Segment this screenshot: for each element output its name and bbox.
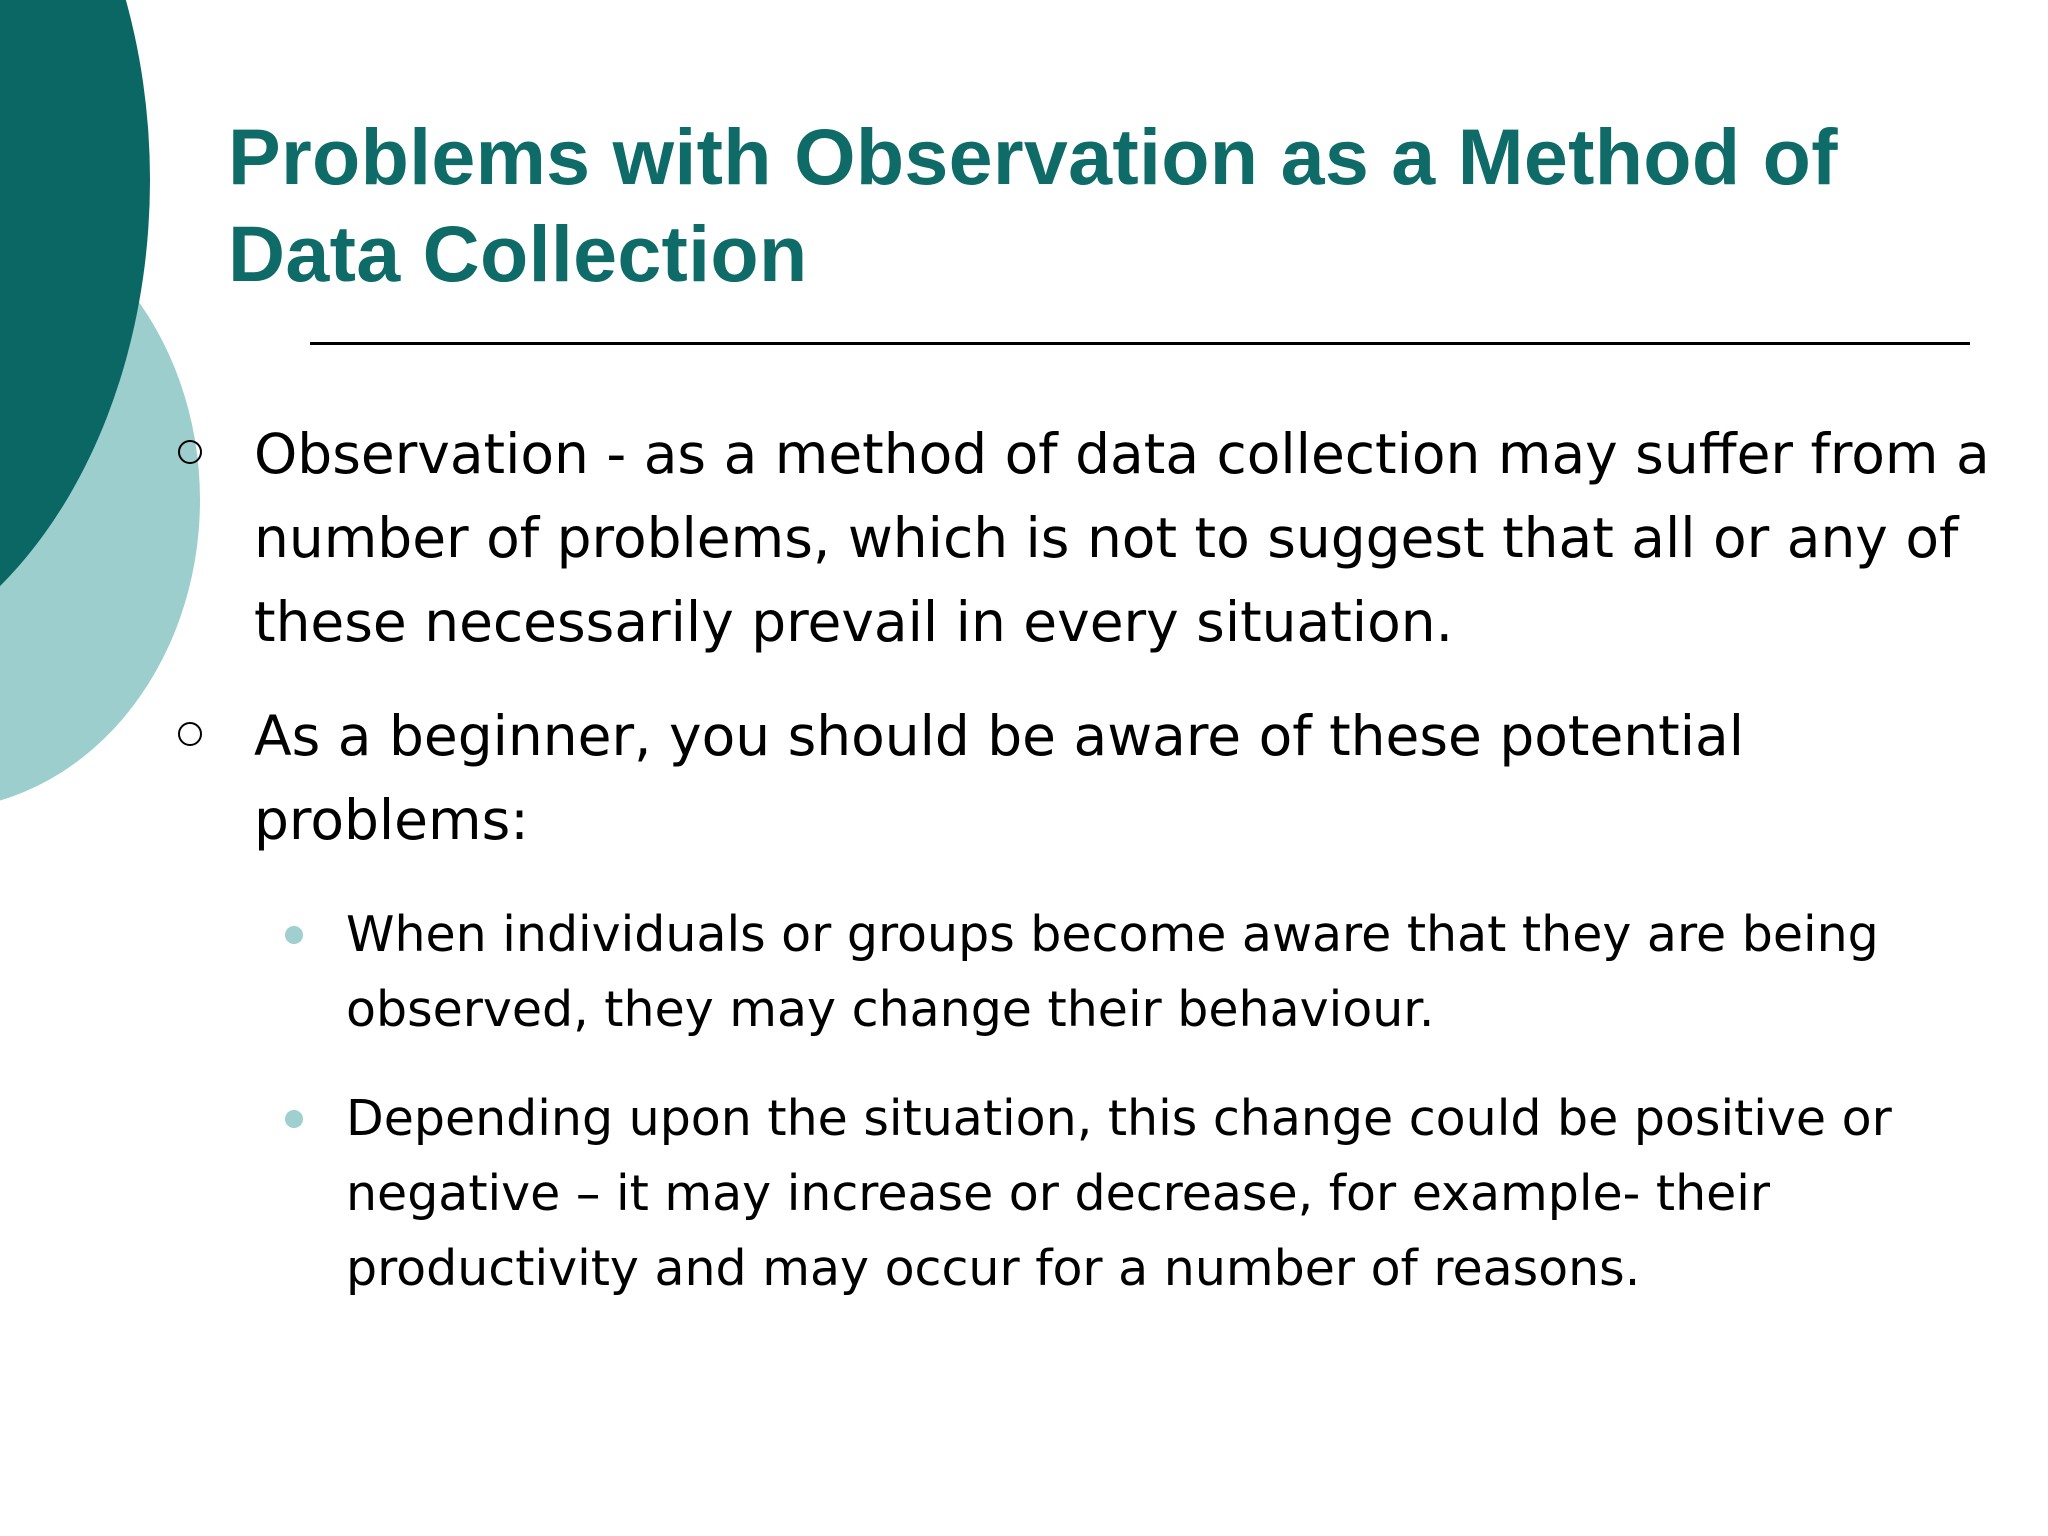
sub-bullet-text: Depending upon the situation, this change could be positive or negative – it may increase or decrease, for example- their productivity and may occur for a number of reasons. bbox=[346, 1090, 1892, 1297]
title-divider bbox=[310, 342, 1970, 345]
slide-title: Problems with Observation as a Method of Data Collection bbox=[228, 112, 1838, 298]
bullet-item bbox=[254, 694, 1994, 862]
bullet-text: Observation - as a method of data collection may suffer from a number of problems, which is not to suggest that all or any of these necessarily prevail in every situation. bbox=[254, 422, 1990, 654]
sub-bullet-text: When individuals or groups become aware that they are being observed, they may change their behaviour. bbox=[346, 906, 1879, 1038]
hollow-circle-bullet-icon bbox=[178, 722, 202, 746]
bullet-item bbox=[254, 412, 1994, 664]
bullet-text: As a beginner, you should be aware of these potential problems: bbox=[254, 704, 1744, 852]
sub-bullet-item bbox=[346, 1081, 1986, 1306]
sub-bullet-item bbox=[346, 897, 1986, 1047]
hollow-circle-bullet-icon bbox=[178, 440, 202, 464]
filled-dot-bullet-icon bbox=[285, 926, 303, 944]
filled-dot-bullet-icon bbox=[285, 1110, 303, 1128]
